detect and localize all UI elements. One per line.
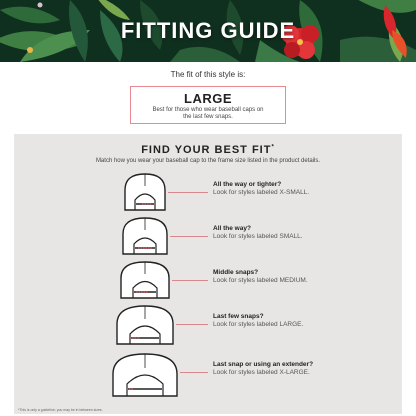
fit-size-box: [130, 86, 286, 124]
fit-answer: Look for styles labeled X-LARGE.: [213, 369, 310, 376]
leader-line: [176, 324, 208, 325]
baseball-cap-back-view: [110, 352, 180, 398]
fit-row-small: [14, 216, 402, 260]
fit-row-medium: [14, 260, 402, 304]
fit-answer: Look for styles labeled MEDIUM.: [213, 277, 308, 284]
page-title: FITTING GUIDE: [120, 18, 296, 43]
fit-size-label: LARGE: [184, 91, 232, 106]
fit-row-large: [14, 304, 402, 348]
baseball-cap-back-view: [114, 304, 176, 346]
fit-row-label: [213, 313, 393, 328]
fit-question: All the way?: [213, 225, 251, 232]
fit-answer: Look for styles labeled X-SMALL.: [213, 189, 310, 196]
footnote: *This is only a guideline; you may be in between sizes.: [18, 408, 103, 412]
fit-answer: Look for styles labeled LARGE.: [213, 321, 304, 328]
fit-size-description: Best for those who wear baseball caps on the last few snaps.: [152, 107, 264, 120]
fit-row-label: [213, 361, 393, 376]
baseball-cap-back-view: [118, 260, 172, 300]
fit-row-xsmall: [14, 172, 402, 216]
fit-row-xlarge: [14, 352, 402, 396]
leader-line: [170, 236, 208, 237]
panel-title-text: FIND YOUR BEST FIT: [141, 144, 272, 156]
panel-title: [14, 144, 402, 156]
panel-title-asterisk: *: [271, 144, 275, 151]
fit-answer: Look for styles labeled SMALL.: [213, 233, 303, 240]
fit-question: All the way or tighter?: [213, 181, 282, 188]
fit-question: Middle snaps?: [213, 269, 259, 276]
fit-row-label: [213, 181, 393, 196]
baseball-cap-back-view: [122, 172, 168, 212]
fit-question: Last snap or using an extender?: [213, 361, 314, 368]
fit-row-label: [213, 225, 393, 240]
baseball-cap-back-view: [120, 216, 170, 256]
fit-row-label: [213, 269, 393, 284]
header-banner: [0, 0, 416, 62]
best-fit-panel: [14, 134, 402, 414]
leader-line: [168, 192, 208, 193]
leader-line: [172, 280, 208, 281]
leader-line: [180, 372, 208, 373]
fit-intro-text: The fit of this style is:: [170, 70, 246, 79]
fit-question: Last few snaps?: [213, 313, 264, 320]
panel-subtitle: Match how you wear your baseball cap to the frame size listed in the product details.: [95, 158, 321, 164]
